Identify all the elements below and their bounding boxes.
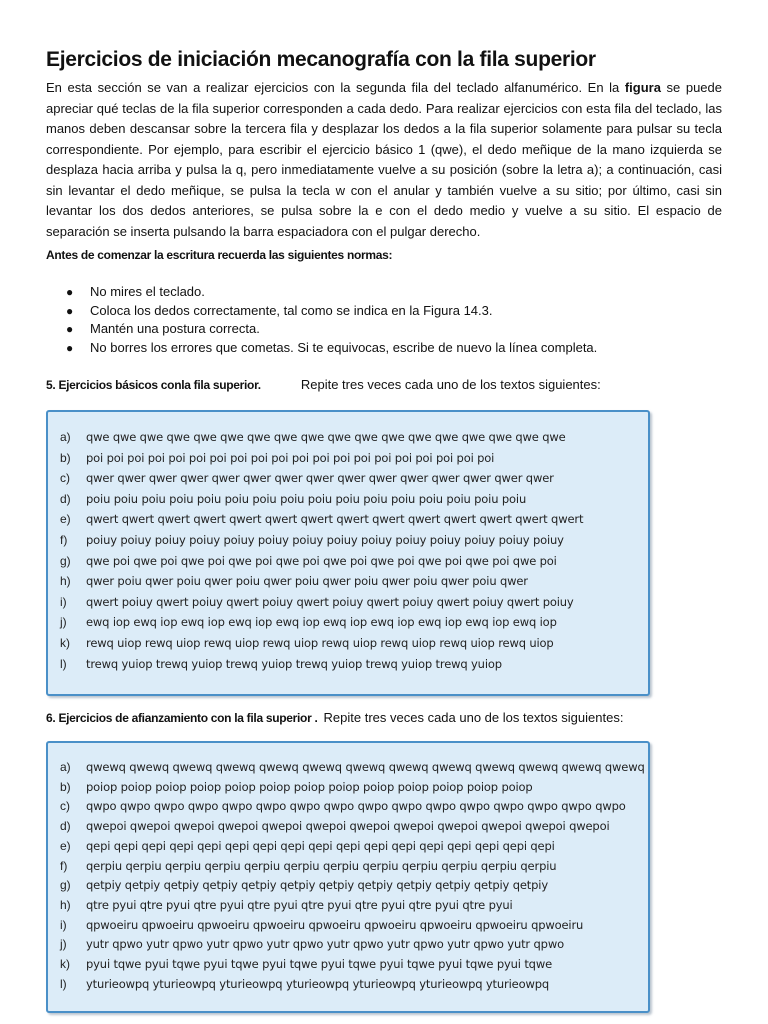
exercise-label: l) [60, 656, 67, 671]
exercise-label: d) [60, 491, 71, 506]
exercise-row [60, 636, 554, 650]
exercise-label: h) [60, 897, 71, 912]
exercise-text: qtre pyui qtre pyui qtre pyui qtre pyui qtre pyui qtre pyui qtre pyui qtre pyui [86, 897, 513, 912]
exercise-label: c) [60, 471, 70, 486]
exercise-row [60, 780, 533, 794]
exercise-text: qepi qepi qepi qepi qepi qepi qepi qepi qepi qepi qepi qepi qepi qepi qepi qepi qepi [86, 838, 555, 853]
exercise-row [60, 878, 548, 892]
bullet-icon: ● [66, 340, 74, 355]
bullet-icon: ● [66, 285, 74, 299]
exercise-text: qwepoi qwepoi qwepoi qwepoi qwepoi qwepoi qwepoi qwepoi qwepoi qwepoi qwepoi qwepoi [86, 819, 610, 834]
exercise-label: h) [60, 574, 71, 589]
page-title: Ejercicios de iniciación mecanografía con la fila superior [46, 48, 596, 71]
exercise-label: a) [60, 430, 71, 444]
exercise-row [60, 957, 552, 971]
exercise-row [60, 859, 556, 873]
exercise-text: qwe qwe qwe qwe qwe qwe qwe qwe qwe qwe qwe qwe qwe qwe qwe qwe qwe qwe [86, 430, 566, 444]
rule-item: ● Mantén una postura correcta. [46, 320, 597, 339]
exercise-label: i) [60, 594, 67, 609]
exercise-text: poiuy poiuy poiuy poiuy poiuy poiuy poiuy poiuy poiuy poiuy poiuy poiuy poiuy poiuy [86, 533, 564, 547]
section-6-heading [46, 710, 623, 725]
exercise-text: poi poi poi poi poi poi poi poi poi poi poi poi poi poi poi poi poi poi poi poi [86, 450, 495, 465]
intro-text-1: En esta sección se van a realizar ejercicios con la segunda fila del teclado alfanumérico. En la [46, 80, 625, 95]
exercise-row [60, 451, 494, 465]
rule-item: ● No mires el teclado. [46, 283, 597, 302]
section-6-instructions: Repite tres veces cada uno de los textos siguientes: [323, 710, 624, 725]
bullet-icon: ● [66, 303, 74, 318]
exercise-text: pyui tqwe pyui tqwe pyui tqwe pyui tqwe pyui tqwe pyui tqwe pyui tqwe pyui tqwe [86, 957, 553, 971]
exercise-box-5 [46, 410, 650, 696]
exercise-row [60, 533, 564, 547]
section-5-heading [46, 377, 601, 392]
exercise-label: d) [60, 819, 71, 834]
exercise-label: c) [60, 799, 70, 814]
rule-item: ● No borres los errores que cometas. Si te equivocas, escribe de nuevo la línea completa. [46, 339, 597, 358]
exercise-label: f) [60, 533, 68, 547]
exercise-label: k) [60, 636, 70, 650]
exercise-label: g) [60, 553, 71, 568]
exercise-label: f) [60, 858, 68, 873]
exercise-row [60, 512, 583, 526]
exercise-text: qpwoeiru qpwoeiru qpwoeiru qpwoeiru qpwoeiru qpwoeiru qpwoeiru qpwoeiru qpwoeiru [86, 917, 584, 932]
exercise-row [60, 898, 513, 912]
intro-text-2: se puede apreciar qué teclas de la fila superior corresponden a cada dedo. Para realizar ejercicios con esta fila del teclado, las manos deben descansar sobre la tercera fila y desplazar los dedos a la fila superior solamente para pulsar su tecla correspondiente. Por ejemplo, para escribir el ejercicio básico 1 (qwe), el dedo meñique de la mano izquierda se desplaza hacia arriba y pulsa la q, pero inmediatamente vuelve a su posición (sobre la letra a); a continuación, casi sin levantar el dedo meñique, se pulsa la tecla w con el anular y también vuelve a su sitio; por último, casi sin levantar los dos dedos anteriores, se pulsa sobre la e con el dedo medio y vuelve a su sitio. El espacio de separación se inserta pulsando la barra espaciadora con el pulgar derecho. [46, 80, 722, 239]
exercise-label: e) [60, 838, 71, 853]
section-5-instructions: Repite tres veces cada uno de los textos siguientes: [300, 377, 601, 392]
exercise-text: qerpiu qerpiu qerpiu qerpiu qerpiu qerpiu qerpiu qerpiu qerpiu qerpiu qerpiu qerpiu [86, 858, 557, 873]
exercise-text: yturieowpq yturieowpq yturieowpq yturieowpq yturieowpq yturieowpq yturieowpq [86, 976, 550, 991]
exercise-row [60, 977, 549, 991]
exercise-row [60, 760, 645, 774]
exercise-text: qetpiy qetpiy qetpiy qetpiy qetpiy qetpiy qetpiy qetpiy qetpiy qetpiy qetpiy qetpiy [86, 878, 548, 893]
exercise-row [60, 839, 555, 853]
exercise-text: poiu poiu poiu poiu poiu poiu poiu poiu poiu poiu poiu poiu poiu poiu poiu poiu [86, 491, 527, 506]
exercise-row [60, 595, 574, 609]
section-6-title: 6. Ejercicios de afianzamiento con la fila superior . [46, 711, 318, 725]
rule-item: ● Coloca los dedos correctamente, tal como se indica en la Figura 14.3. [46, 302, 597, 321]
rules-heading: Antes de comenzar la escritura recuerda las siguientes normas: [46, 248, 393, 262]
exercise-text: qwewq qwewq qwewq qwewq qwewq qwewq qwewq qwewq qwewq qwewq qwewq qwewq qwewq [86, 760, 645, 774]
exercise-text: qwert poiuy qwert poiuy qwert poiuy qwert poiuy qwert poiuy qwert poiuy qwert poiuy [86, 594, 574, 609]
intro-bold-word: figura [624, 80, 661, 95]
exercise-label: i) [60, 917, 67, 932]
exercise-row [60, 471, 554, 485]
intro-paragraph [46, 78, 722, 242]
exercise-row [60, 615, 557, 629]
exercise-label: j) [60, 615, 67, 630]
exercise-row [60, 937, 564, 951]
exercise-label: k) [60, 957, 70, 971]
exercise-row [60, 574, 528, 588]
exercise-text: poiop poiop poiop poiop poiop poiop poiop poiop poiop poiop poiop poiop poiop [86, 779, 533, 794]
exercise-text: qwer poiu qwer poiu qwer poiu qwer poiu qwer poiu qwer poiu qwer poiu qwer [86, 574, 528, 589]
exercise-row [60, 657, 502, 671]
exercise-label: a) [60, 760, 71, 774]
exercise-text: ewq iop ewq iop ewq iop ewq iop ewq iop ewq iop ewq iop ewq iop ewq iop ewq iop [86, 615, 557, 630]
exercise-row [60, 430, 566, 444]
exercise-label: b) [60, 779, 71, 794]
exercise-row [60, 918, 583, 932]
exercise-row [60, 492, 526, 506]
exercise-label: l) [60, 976, 67, 991]
exercise-text: rewq uiop rewq uiop rewq uiop rewq uiop rewq uiop rewq uiop rewq uiop rewq uiop [86, 636, 554, 650]
rules-list [46, 283, 597, 357]
exercise-text: trewq yuiop trewq yuiop trewq yuiop trewq yuiop trewq yuiop trewq yuiop [86, 656, 502, 671]
exercise-label: b) [60, 450, 71, 465]
exercise-text: qwert qwert qwert qwert qwert qwert qwert qwert qwert qwert qwert qwert qwert qwert [86, 512, 584, 527]
exercise-label: g) [60, 878, 71, 893]
exercise-text: qwpo qwpo qwpo qwpo qwpo qwpo qwpo qwpo qwpo qwpo qwpo qwpo qwpo qwpo qwpo qwpo [86, 799, 626, 814]
exercise-text: qwe poi qwe poi qwe poi qwe poi qwe poi qwe poi qwe poi qwe poi qwe poi qwe poi [86, 553, 557, 568]
exercise-box-6 [46, 741, 650, 1013]
exercise-label: j) [60, 937, 67, 952]
section-5-title: 5. Ejercicios básicos conla fila superior. [46, 378, 261, 392]
exercise-label: e) [60, 512, 71, 527]
exercise-text: yutr qpwo yutr qpwo yutr qpwo yutr qpwo yutr qpwo yutr qpwo yutr qpwo yutr qpwo [86, 937, 564, 952]
bullet-icon: ● [66, 322, 74, 336]
exercise-row [60, 799, 626, 813]
exercise-text: qwer qwer qwer qwer qwer qwer qwer qwer qwer qwer qwer qwer qwer qwer qwer [86, 471, 554, 486]
exercise-row [60, 819, 610, 833]
exercise-row [60, 554, 557, 568]
